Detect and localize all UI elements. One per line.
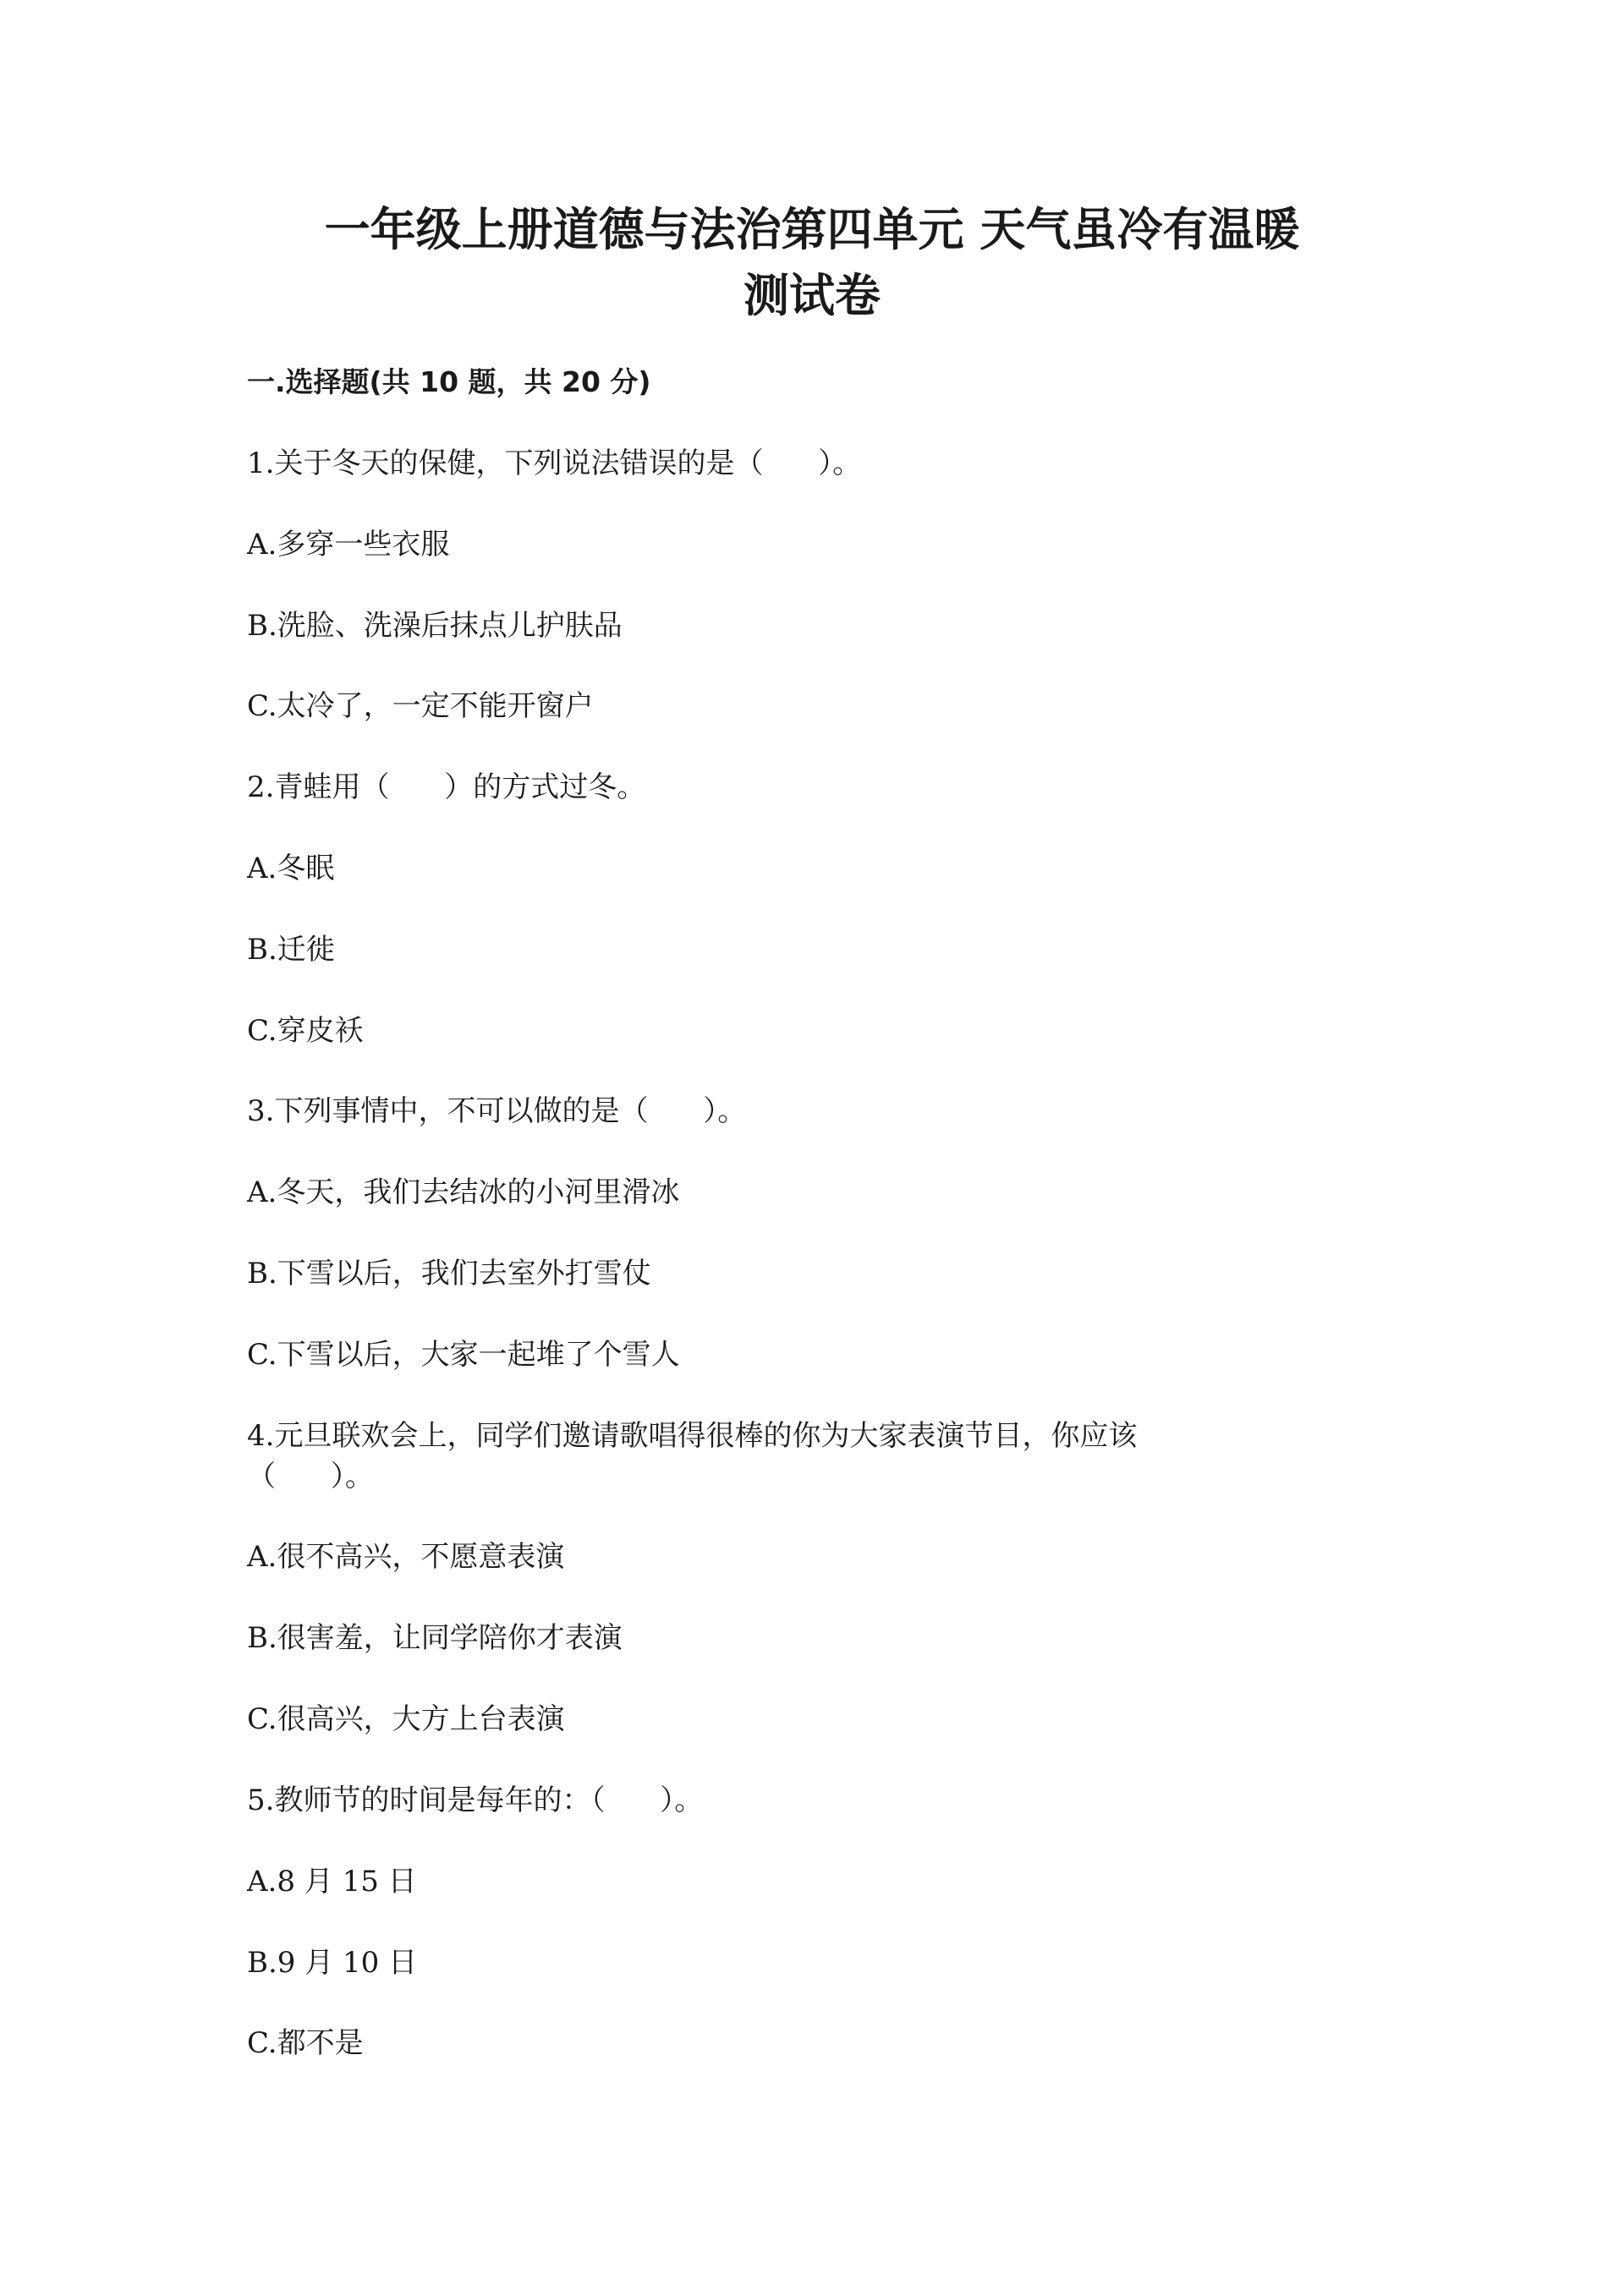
question-3-stem: 3.下列事情中，不可以做的是（ ）。 <box>247 1094 747 1128</box>
question-4-stem-line-2: （ ）。 <box>247 1460 374 1493</box>
question-5-option-b: B.9 月 10 日 <box>247 1946 418 1980</box>
question-2-stem: 2.青蛙用（ ）的方式过冬。 <box>247 770 646 804</box>
question-4-option-a: A.很不高兴，不愿意表演 <box>247 1540 565 1574</box>
question-3-option-b: B.下雪以后，我们去室外打雪仗 <box>247 1257 651 1290</box>
question-1-option-b: B.洗脸、洗澡后抹点儿护肤品 <box>247 609 623 643</box>
question-1-option-c: C.太冷了，一定不能开窗户 <box>247 689 594 723</box>
question-4-option-c: C.很高兴，大方上台表演 <box>247 1702 565 1736</box>
question-4-option-b: B.很害羞，让同学陪你才表演 <box>247 1621 623 1655</box>
exam-title-line-2: 测试卷 <box>743 269 881 322</box>
question-1-option-a: A.多穿一些衣服 <box>247 528 450 562</box>
question-2-option-a: A.冬眠 <box>247 852 335 885</box>
question-5-stem: 5.教师节的时间是每年的：（ ）。 <box>247 1784 704 1817</box>
exam-title-line-1: 一年级上册道德与法治第四单元 天气虽冷有温暖 <box>324 203 1300 256</box>
question-2-option-c: C.穿皮袄 <box>247 1014 364 1048</box>
question-3-option-c: C.下雪以后，大家一起堆了个雪人 <box>247 1338 680 1372</box>
question-5-option-c: C.都不是 <box>247 2026 364 2060</box>
section-heading: 一.选择题(共 10 题，共 20 分) <box>247 365 651 398</box>
question-5-option-a: A.8 月 15 日 <box>247 1865 417 1899</box>
question-2-option-b: B.迁徙 <box>247 933 335 967</box>
question-3-option-a: A.冬天，我们去结冰的小河里滑冰 <box>247 1175 680 1209</box>
question-4-stem-line-1: 4.元旦联欢会上，同学们邀请歌唱得很棒的你为大家表演节目，你应该 <box>247 1419 1138 1453</box>
question-1-stem: 1.关于冬天的保健，下列说法错误的是（ ）。 <box>247 447 862 480</box>
